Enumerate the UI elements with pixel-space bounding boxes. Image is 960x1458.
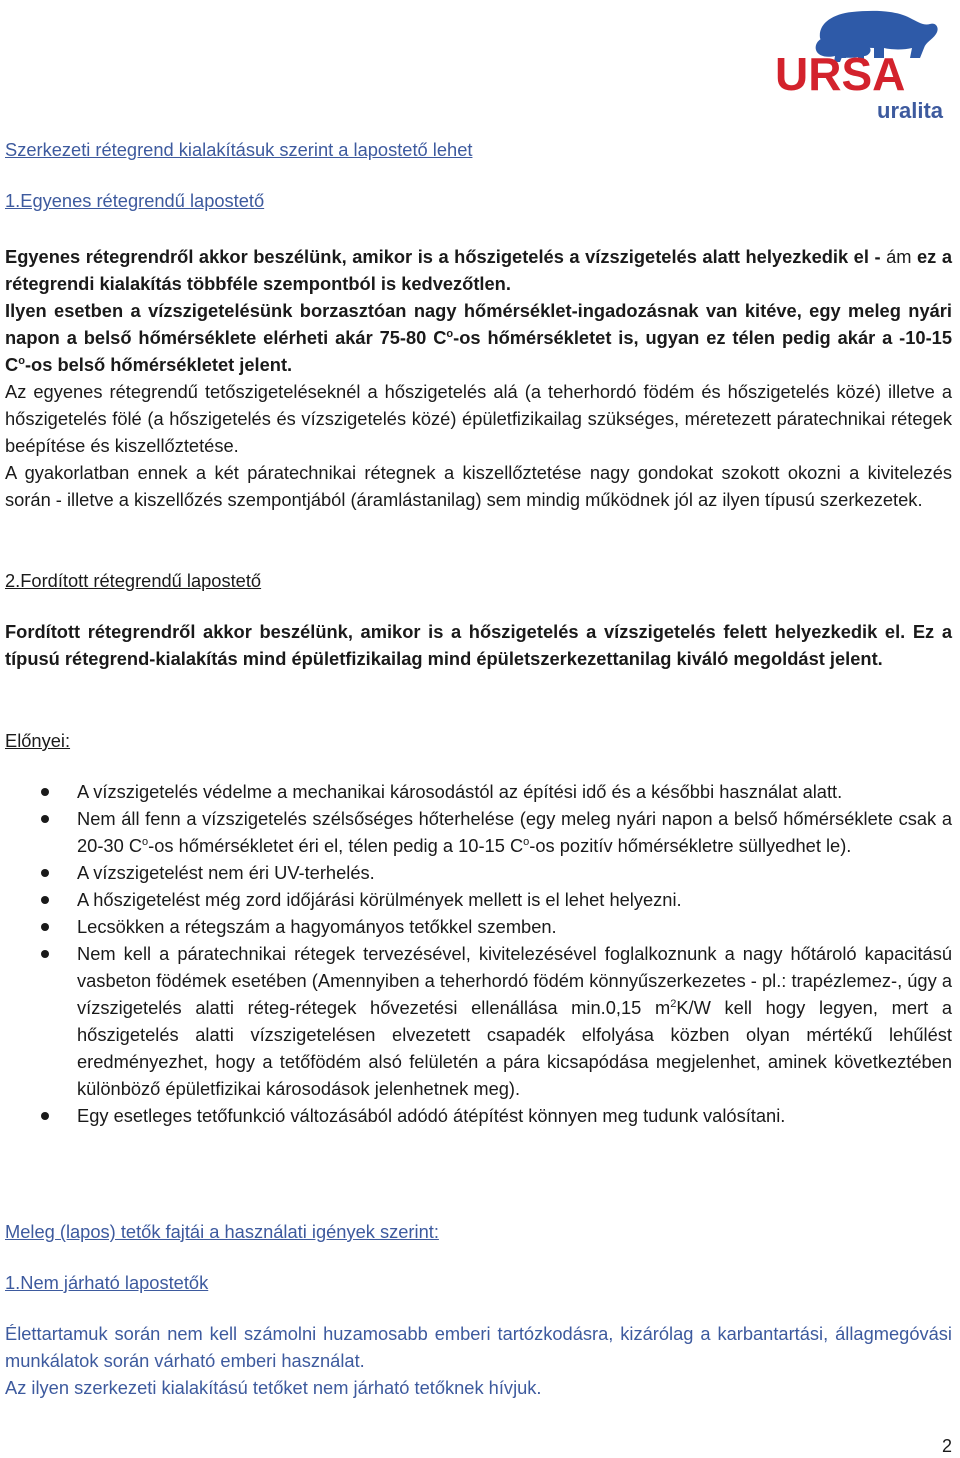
list-item — [5, 913, 952, 940]
paragraph-straight-intro — [5, 243, 952, 513]
b7-text: Egy esetleges tetőfunkció változásából adódó átépítést könnyen meg tudunk valósítani. — [77, 1105, 786, 1126]
b6-part2: K/W kell hogy legyen, mert a hőszigetelés alatti vízszigetelésen elvezetett csapadék elfolyása közben olyan mértékű lehűlést eredményezhet, hogy a tetőfödém alsó felületén a pára kicsapódása megjelenhet, aminek következtében különböző épületfizikai károsodások jelenhetnek meg). — [77, 997, 952, 1099]
b2-sup2: o — [523, 836, 530, 848]
b6-part1: Nem kell a páratechnikai rétegek tervezésével, kivitelezésével foglalkoznunk a nagy hőtároló kapacitású vasbeton födémek esetében (Amennyiben a teherhordó födém könnyűszerkezetes - pl.: trapézlemez-, úgy a vízszigetelés alatti réteg-rétegek hővezetési ellenállása min.0,15 m — [77, 943, 952, 1018]
logo — [760, 0, 960, 125]
heading-inverted-roof: 2.Fordított rétegrendű lapostető — [5, 570, 262, 591]
list-item — [5, 886, 952, 913]
paragraph-temperature — [5, 297, 952, 378]
list-item — [5, 805, 952, 859]
section-heading-structure: Szerkezeti rétegrend kialakításuk szerint a lapostető lehet — [5, 139, 473, 160]
p2-sup1: o — [446, 328, 454, 340]
p1-bold-b: ez a rétegrendi kialakítás többféle szempontból is kedvezőtlen. — [5, 246, 952, 294]
p2-part3: -os belső hőmérsékletet jelent. — [24, 354, 293, 375]
paragraph-non-walkable — [5, 1320, 952, 1401]
b6-sup: 2 — [670, 998, 677, 1010]
b4-text: A hőszigetelést még zord időjárási körülmények mellett is el lehet helyezni. — [77, 889, 682, 910]
advantages-heading: Előnyei: — [5, 730, 71, 751]
b2-part2: -os hőmérsékletet éri el, télen pedig a 10-15 C — [148, 835, 524, 856]
b2-part1: Nem áll fenn a vízszigetelés szélsőséges hőterhelése (egy meleg nyári napon a belső hőmérséklete csak a 20-30 C — [77, 808, 952, 856]
bullet-icon — [41, 896, 49, 904]
list-item — [5, 940, 952, 1102]
p1-bold-a: Egyenes rétegrendről akkor beszélünk, amikor is a hőszigetelés a vízszigetelés alatt helyezkedik el - — [5, 246, 887, 267]
advantages-list — [5, 778, 952, 1129]
bullet-icon — [41, 950, 49, 958]
paragraph-ventilation: A gyakorlatban ennek a két páratechnikai rétegnek a kiszellőztetése nagy gondokat szokott okozni a kivitelezés során - illetve a kiszellőzés szempontjából (áramlástanilag) sem mindig működnek jól az ilyen típusú szerkezetek. — [5, 462, 952, 510]
list-item — [5, 859, 952, 886]
heading-straight-roof: 1.Egyenes rétegrendű lapostető — [5, 190, 265, 211]
b2-sup1: o — [142, 836, 149, 848]
section-heading-types: Meleg (lapos) tetők fajtái a használati igények szerint: — [5, 1221, 439, 1242]
paragraph-lifetime: Élettartamuk során nem kell számolni huzamosabb emberi tartózkodásra, kizárólag a karbantartási, állagmegóvási munkálatok során várható emberi használat. — [5, 1323, 952, 1371]
bullet-icon — [41, 788, 49, 796]
ursa-logo-graphic — [760, 0, 960, 125]
paragraph-inverted-intro: Fordított rétegrendről akkor beszélünk, amikor is a hőszigetelés a vízszigetelés felett helyezkedik el. Ez a típusú rétegrend-kialakítás mind épületfizikailag mind épületszerkezettanilag kiváló megoldást jelent. — [5, 621, 952, 669]
p2-part1: Ilyen esetben a vízszigetelésünk borzasztóan nagy hőmérséklet-ingadozásnak van kitéve, egy meleg nyári napon a belső hőmérséklete elérheti akár 75-80 C — [5, 300, 952, 348]
paragraph-naming: Az ilyen szerkezeti kialakítású tetőket nem járható tetőknek hívjuk. — [5, 1377, 542, 1398]
bullet-icon — [41, 869, 49, 877]
p2-sup2: o — [18, 355, 25, 367]
bullet-icon — [41, 815, 49, 823]
bullet-icon — [41, 923, 49, 931]
b3-text: A vízszigetelést nem éri UV-terhelés. — [77, 862, 375, 883]
list-item — [5, 778, 952, 805]
bullet-icon — [41, 1112, 49, 1120]
b2-part3: -os pozitív hőmérsékletre süllyedhet le). — [529, 835, 852, 856]
list-item — [5, 1102, 952, 1129]
heading-non-walkable: 1.Nem járható lapostetők — [5, 1272, 209, 1293]
logo-brand-text: URSA — [775, 48, 906, 100]
logo-sub-text: uralita — [877, 98, 944, 123]
p1-normal: ám — [886, 246, 912, 267]
b1-text: A vízszigetelés védelme a mechanikai károsodástól az építési idő és a későbbi használat alatt. — [77, 781, 843, 802]
p2-part2: -os hőmérsékletet is, ugyan ez télen pedig akár a -10-15 C — [5, 327, 953, 375]
b5-text: Lecsökken a rétegszám a hagyományos tetőkkel szemben. — [77, 916, 557, 937]
paragraph-vapour-layers: Az egyenes rétegrendű tetőszigeteléseknél a hőszigetelés alá (a teherhordó födém és hőszigetelés közé) illetve a hőszigetelés fölé (a hőszigetelés és vízszigetelés közé) épületfizikailag szükséges, méretezett páratechnikai rétegek beépítése és kiszellőztetése. — [5, 381, 952, 456]
page-number: 2 — [941, 1436, 952, 1456]
